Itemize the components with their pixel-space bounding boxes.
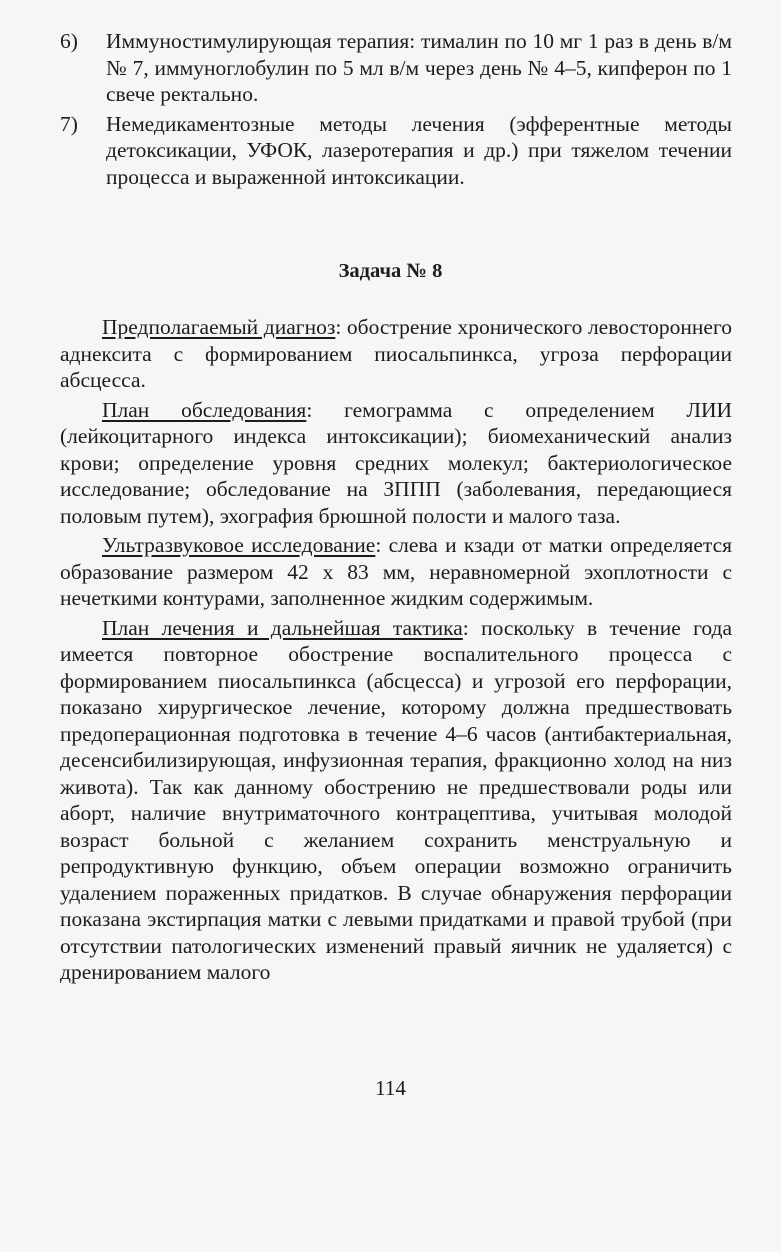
- section-text: : поскольку в течение года имеется повторное обострение воспалительного процесса с формированием пиосальпинкса (абсцесса) и угрозой его перфорации, показано хирургическое лечение, которому должна предшествовать предоперационная подготовка в течение 4–6 часов (антибактериальная, десенсибилизирующая, инфузионная терапия, фракционно холод на низ живота). Так как данному обострению не предшествовали роды или аборт, наличие внутриматочного контрацептива, учитывая молодой возраст больной с желанием сохранить менструальную и репродуктивную функцию, объем операции возможно ограничить удалением пораженных придатков. В случае обнаружения перфорации показана экстирпация матки с левыми придатками и правой трубой (при отсутствии патологических изменений правый яичник не удаляется) с дренированием малого: [60, 615, 732, 984]
- page-number: 114: [375, 1076, 406, 1100]
- list-item-text: Немедикаментозные методы лечения (эфферентные методы детоксикации, УФОК, лазеротерапия и др.) при тяжелом течении процесса и выраженной интоксикации.: [106, 111, 732, 189]
- diagnosis-paragraph: [60, 314, 732, 394]
- list-item-6: [60, 28, 732, 108]
- list-item-7: [60, 111, 732, 191]
- task-body: [60, 314, 732, 989]
- section-label: Ультразвуковое исследование: [102, 533, 376, 557]
- section-text: : обострение хронического левостороннего аднексита с формированием пиосальпинкса, угроза перфорации абсцесса.: [60, 315, 732, 392]
- section-text: : гемограмма с определением ЛИИ (лейкоцитарного индекса интоксикации); биомеханический анализ крови; определение уровня средних молекул; бактериологическое исследование; обследование на ЗППП (заболевания, передающиеся половым путем), эхография брюшной полости и малого таза.: [60, 397, 732, 528]
- ultrasound-paragraph: [60, 532, 732, 612]
- treatment-list: [60, 28, 732, 193]
- list-item-number: 7): [60, 111, 78, 136]
- list-item-number: 6): [60, 29, 78, 53]
- section-label: План обследования: [102, 397, 307, 422]
- section-label: План лечения и дальнейшая тактика: [102, 615, 463, 640]
- examination-plan-paragraph: [60, 397, 732, 530]
- section-text: : слева и кзади от матки определяется образование размером 42 х 83 мм, неравномерной эхоплотности с нечеткими контурами, заполненное жидким содержимым.: [60, 533, 732, 610]
- treatment-plan-paragraph: [60, 615, 732, 986]
- list-item-text: Иммуностимулирующая терапия: тималин по 10 мг 1 раз в день в/м № 7, иммуноглобулин по 5 мл в/м через день № 4–5, кипферон по 1 свече ректально.: [106, 29, 732, 106]
- task-heading: Задача № 8: [338, 260, 443, 282]
- section-label: Предполагаемый диагноз: [102, 315, 336, 339]
